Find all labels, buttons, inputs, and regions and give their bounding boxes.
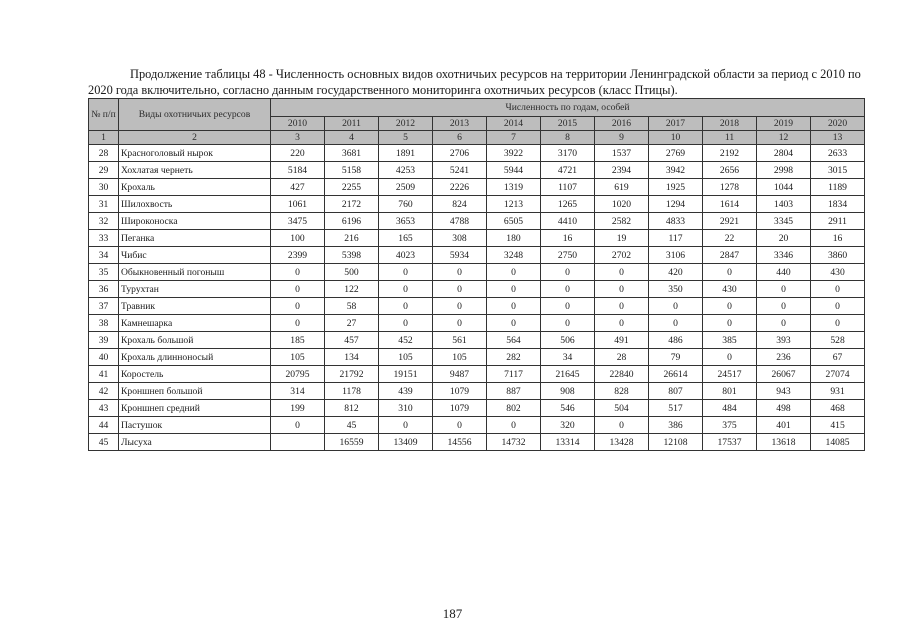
species-name: Чибис bbox=[119, 247, 271, 264]
header-col-number: 5 bbox=[379, 131, 433, 145]
count-cell: 0 bbox=[811, 315, 865, 332]
row-number: 38 bbox=[89, 315, 119, 332]
count-cell: 0 bbox=[595, 315, 649, 332]
count-cell: 4023 bbox=[379, 247, 433, 264]
count-cell: 0 bbox=[271, 417, 325, 434]
count-cell: 386 bbox=[649, 417, 703, 434]
count-cell: 1178 bbox=[325, 383, 379, 400]
count-cell: 457 bbox=[325, 332, 379, 349]
count-cell: 3248 bbox=[487, 247, 541, 264]
count-cell: 0 bbox=[271, 315, 325, 332]
count-cell: 199 bbox=[271, 400, 325, 417]
table-row bbox=[89, 349, 865, 366]
count-cell: 19 bbox=[595, 230, 649, 247]
count-cell: 16 bbox=[811, 230, 865, 247]
count-cell: 0 bbox=[541, 281, 595, 298]
count-cell: 17537 bbox=[703, 434, 757, 451]
count-cell: 14732 bbox=[487, 434, 541, 451]
count-cell: 375 bbox=[703, 417, 757, 434]
count-cell: 236 bbox=[757, 349, 811, 366]
count-cell: 5398 bbox=[325, 247, 379, 264]
header-year: 2013 bbox=[433, 117, 487, 131]
species-name: Крохаль bbox=[119, 179, 271, 196]
count-cell: 2656 bbox=[703, 162, 757, 179]
header-col-number: 3 bbox=[271, 131, 325, 145]
header-col-number: 9 bbox=[595, 131, 649, 145]
count-cell: 468 bbox=[811, 400, 865, 417]
header-col-number: 4 bbox=[325, 131, 379, 145]
count-cell: 13618 bbox=[757, 434, 811, 451]
count-cell: 320 bbox=[541, 417, 595, 434]
count-cell: 21792 bbox=[325, 366, 379, 383]
species-name: Шилохвость bbox=[119, 196, 271, 213]
count-cell: 3346 bbox=[757, 247, 811, 264]
species-name: Пеганка bbox=[119, 230, 271, 247]
count-cell: 2921 bbox=[703, 213, 757, 230]
count-cell: 0 bbox=[541, 264, 595, 281]
count-cell: 67 bbox=[811, 349, 865, 366]
count-cell: 2172 bbox=[325, 196, 379, 213]
count-cell: 3860 bbox=[811, 247, 865, 264]
table-caption: Продолжение таблицы 48 - Численность основных видов охотничьих ресурсов на территории Ленинградской области за период с 2010 по 2020 года включительно, согласно данным государственного мониторинга охотничьих ресурсов (класс Птицы). bbox=[88, 67, 861, 97]
count-cell: 1213 bbox=[487, 196, 541, 213]
count-cell: 2804 bbox=[757, 145, 811, 162]
count-cell: 0 bbox=[433, 315, 487, 332]
species-name: Крохаль большой bbox=[119, 332, 271, 349]
count-cell: 2509 bbox=[379, 179, 433, 196]
count-cell: 0 bbox=[703, 298, 757, 315]
species-name: Камнешарка bbox=[119, 315, 271, 332]
count-cell: 498 bbox=[757, 400, 811, 417]
count-cell: 34 bbox=[541, 349, 595, 366]
count-cell: 134 bbox=[325, 349, 379, 366]
count-cell: 0 bbox=[433, 264, 487, 281]
count-cell: 165 bbox=[379, 230, 433, 247]
table-row bbox=[89, 162, 865, 179]
row-number: 37 bbox=[89, 298, 119, 315]
count-cell: 1614 bbox=[703, 196, 757, 213]
count-cell: 484 bbox=[703, 400, 757, 417]
count-cell: 4833 bbox=[649, 213, 703, 230]
table-row bbox=[89, 179, 865, 196]
species-name: Турухтан bbox=[119, 281, 271, 298]
count-cell: 828 bbox=[595, 383, 649, 400]
count-cell: 0 bbox=[271, 264, 325, 281]
count-cell: 13409 bbox=[379, 434, 433, 451]
count-cell: 5158 bbox=[325, 162, 379, 179]
count-cell: 0 bbox=[487, 315, 541, 332]
count-cell: 500 bbox=[325, 264, 379, 281]
count-cell: 2911 bbox=[811, 213, 865, 230]
count-cell: 13428 bbox=[595, 434, 649, 451]
table-row bbox=[89, 332, 865, 349]
count-cell: 314 bbox=[271, 383, 325, 400]
count-cell: 13314 bbox=[541, 434, 595, 451]
count-cell: 393 bbox=[757, 332, 811, 349]
count-cell: 1079 bbox=[433, 400, 487, 417]
count-cell: 282 bbox=[487, 349, 541, 366]
count-cell: 619 bbox=[595, 179, 649, 196]
count-cell: 1107 bbox=[541, 179, 595, 196]
header-year: 2014 bbox=[487, 117, 541, 131]
header-year: 2019 bbox=[757, 117, 811, 131]
count-cell: 4253 bbox=[379, 162, 433, 179]
table-row bbox=[89, 366, 865, 383]
count-cell: 45 bbox=[325, 417, 379, 434]
count-cell: 1079 bbox=[433, 383, 487, 400]
count-cell: 0 bbox=[487, 264, 541, 281]
count-cell: 3475 bbox=[271, 213, 325, 230]
count-cell: 486 bbox=[649, 332, 703, 349]
count-cell: 452 bbox=[379, 332, 433, 349]
count-cell: 491 bbox=[595, 332, 649, 349]
count-cell: 122 bbox=[325, 281, 379, 298]
count-cell: 561 bbox=[433, 332, 487, 349]
row-number: 30 bbox=[89, 179, 119, 196]
header-year: 2010 bbox=[271, 117, 325, 131]
count-cell: 887 bbox=[487, 383, 541, 400]
count-cell: 1403 bbox=[757, 196, 811, 213]
count-cell: 0 bbox=[379, 298, 433, 315]
count-cell: 26067 bbox=[757, 366, 811, 383]
count-cell: 564 bbox=[487, 332, 541, 349]
count-cell: 0 bbox=[595, 298, 649, 315]
count-cell: 21645 bbox=[541, 366, 595, 383]
count-cell: 100 bbox=[271, 230, 325, 247]
header-year: 2018 bbox=[703, 117, 757, 131]
header-num: № п/п bbox=[89, 99, 119, 131]
count-cell: 310 bbox=[379, 400, 433, 417]
count-cell: 0 bbox=[433, 298, 487, 315]
count-cell: 2226 bbox=[433, 179, 487, 196]
count-cell: 0 bbox=[433, 281, 487, 298]
table-row bbox=[89, 434, 865, 451]
count-cell: 26614 bbox=[649, 366, 703, 383]
count-cell: 27074 bbox=[811, 366, 865, 383]
count-cell: 2769 bbox=[649, 145, 703, 162]
row-number: 40 bbox=[89, 349, 119, 366]
header-col-number: 11 bbox=[703, 131, 757, 145]
count-cell: 430 bbox=[811, 264, 865, 281]
count-cell: 0 bbox=[379, 264, 433, 281]
header-col-number: 13 bbox=[811, 131, 865, 145]
count-cell: 3345 bbox=[757, 213, 811, 230]
count-cell: 3653 bbox=[379, 213, 433, 230]
count-cell: 5184 bbox=[271, 162, 325, 179]
header-col-number: 6 bbox=[433, 131, 487, 145]
table-row bbox=[89, 383, 865, 400]
count-cell: 0 bbox=[649, 298, 703, 315]
table-row bbox=[89, 264, 865, 281]
species-name: Широконоска bbox=[119, 213, 271, 230]
header-col-number: 12 bbox=[757, 131, 811, 145]
row-number: 31 bbox=[89, 196, 119, 213]
count-cell: 14085 bbox=[811, 434, 865, 451]
count-cell: 0 bbox=[487, 298, 541, 315]
table-row bbox=[89, 196, 865, 213]
count-cell: 0 bbox=[595, 264, 649, 281]
count-cell: 1020 bbox=[595, 196, 649, 213]
header-col-number: 1 bbox=[89, 131, 119, 145]
count-cell: 427 bbox=[271, 179, 325, 196]
species-name: Обыкновенный погоныш bbox=[119, 264, 271, 281]
count-cell: 1278 bbox=[703, 179, 757, 196]
count-cell: 0 bbox=[487, 417, 541, 434]
species-name: Красноголовый нырок bbox=[119, 145, 271, 162]
count-cell: 3942 bbox=[649, 162, 703, 179]
count-cell: 3922 bbox=[487, 145, 541, 162]
count-cell: 420 bbox=[649, 264, 703, 281]
count-cell: 1319 bbox=[487, 179, 541, 196]
species-name: Кроншнеп большой bbox=[119, 383, 271, 400]
count-cell: 1294 bbox=[649, 196, 703, 213]
count-cell: 350 bbox=[649, 281, 703, 298]
count-cell: 2394 bbox=[595, 162, 649, 179]
count-cell: 1044 bbox=[757, 179, 811, 196]
count-cell: 7117 bbox=[487, 366, 541, 383]
count-cell: 1834 bbox=[811, 196, 865, 213]
header-year: 2012 bbox=[379, 117, 433, 131]
count-cell: 802 bbox=[487, 400, 541, 417]
count-cell: 3015 bbox=[811, 162, 865, 179]
count-cell: 4721 bbox=[541, 162, 595, 179]
count-cell: 3681 bbox=[325, 145, 379, 162]
header-year: 2017 bbox=[649, 117, 703, 131]
count-cell: 943 bbox=[757, 383, 811, 400]
count-cell: 824 bbox=[433, 196, 487, 213]
count-cell: 0 bbox=[379, 417, 433, 434]
header-year: 2016 bbox=[595, 117, 649, 131]
header-col-number: 8 bbox=[541, 131, 595, 145]
count-cell: 385 bbox=[703, 332, 757, 349]
header-colnum-row bbox=[89, 131, 865, 145]
count-cell: 105 bbox=[379, 349, 433, 366]
species-name: Коростель bbox=[119, 366, 271, 383]
count-cell: 415 bbox=[811, 417, 865, 434]
count-cell: 0 bbox=[649, 315, 703, 332]
table-row bbox=[89, 247, 865, 264]
table-row bbox=[89, 298, 865, 315]
count-cell: 1925 bbox=[649, 179, 703, 196]
count-cell: 1061 bbox=[271, 196, 325, 213]
count-cell: 4410 bbox=[541, 213, 595, 230]
count-cell: 0 bbox=[703, 264, 757, 281]
count-cell: 105 bbox=[271, 349, 325, 366]
count-cell: 0 bbox=[487, 281, 541, 298]
count-cell: 0 bbox=[703, 315, 757, 332]
count-cell: 3106 bbox=[649, 247, 703, 264]
table-row bbox=[89, 213, 865, 230]
count-cell: 0 bbox=[757, 315, 811, 332]
count-cell: 2582 bbox=[595, 213, 649, 230]
count-cell: 220 bbox=[271, 145, 325, 162]
count-cell: 16 bbox=[541, 230, 595, 247]
count-cell: 0 bbox=[379, 281, 433, 298]
count-cell: 117 bbox=[649, 230, 703, 247]
count-cell: 1891 bbox=[379, 145, 433, 162]
count-cell: 2706 bbox=[433, 145, 487, 162]
row-number: 33 bbox=[89, 230, 119, 247]
species-name: Кроншнеп средний bbox=[119, 400, 271, 417]
count-cell: 812 bbox=[325, 400, 379, 417]
row-number: 43 bbox=[89, 400, 119, 417]
count-cell: 19151 bbox=[379, 366, 433, 383]
species-name: Лысуха bbox=[119, 434, 271, 451]
count-cell: 0 bbox=[595, 281, 649, 298]
count-cell: 308 bbox=[433, 230, 487, 247]
count-cell: 504 bbox=[595, 400, 649, 417]
count-cell: 1265 bbox=[541, 196, 595, 213]
count-cell: 0 bbox=[271, 281, 325, 298]
species-name: Пастушок bbox=[119, 417, 271, 434]
count-cell: 6505 bbox=[487, 213, 541, 230]
count-cell: 0 bbox=[757, 298, 811, 315]
count-cell: 0 bbox=[271, 298, 325, 315]
header-col-number: 10 bbox=[649, 131, 703, 145]
count-cell bbox=[271, 434, 325, 451]
count-cell: 1189 bbox=[811, 179, 865, 196]
count-cell: 0 bbox=[541, 315, 595, 332]
count-cell: 180 bbox=[487, 230, 541, 247]
count-cell: 4788 bbox=[433, 213, 487, 230]
count-cell: 2192 bbox=[703, 145, 757, 162]
count-cell: 546 bbox=[541, 400, 595, 417]
table-row bbox=[89, 230, 865, 247]
count-cell: 6196 bbox=[325, 213, 379, 230]
count-cell: 24517 bbox=[703, 366, 757, 383]
count-cell: 5241 bbox=[433, 162, 487, 179]
count-cell: 22 bbox=[703, 230, 757, 247]
species-name: Хохлатая чернеть bbox=[119, 162, 271, 179]
count-cell: 58 bbox=[325, 298, 379, 315]
header-col-number: 7 bbox=[487, 131, 541, 145]
table-row bbox=[89, 400, 865, 417]
row-number: 45 bbox=[89, 434, 119, 451]
row-number: 29 bbox=[89, 162, 119, 179]
count-cell: 216 bbox=[325, 230, 379, 247]
count-cell: 185 bbox=[271, 332, 325, 349]
count-cell: 3170 bbox=[541, 145, 595, 162]
row-number: 36 bbox=[89, 281, 119, 298]
count-cell: 439 bbox=[379, 383, 433, 400]
count-cell: 430 bbox=[703, 281, 757, 298]
row-number: 44 bbox=[89, 417, 119, 434]
count-cell: 931 bbox=[811, 383, 865, 400]
count-cell: 2255 bbox=[325, 179, 379, 196]
header-species: Виды охотничьих ресурсов bbox=[119, 99, 271, 131]
row-number: 34 bbox=[89, 247, 119, 264]
count-cell: 20795 bbox=[271, 366, 325, 383]
table-body bbox=[89, 145, 865, 451]
count-cell: 9487 bbox=[433, 366, 487, 383]
count-cell: 760 bbox=[379, 196, 433, 213]
count-cell: 2633 bbox=[811, 145, 865, 162]
row-number: 41 bbox=[89, 366, 119, 383]
count-cell: 517 bbox=[649, 400, 703, 417]
count-cell: 105 bbox=[433, 349, 487, 366]
count-cell: 801 bbox=[703, 383, 757, 400]
count-cell: 22840 bbox=[595, 366, 649, 383]
species-name: Травник bbox=[119, 298, 271, 315]
count-cell: 2702 bbox=[595, 247, 649, 264]
page-number: 187 bbox=[442, 606, 463, 621]
row-number: 32 bbox=[89, 213, 119, 230]
header-group: Численность по годам, особей bbox=[271, 99, 865, 117]
count-cell: 0 bbox=[433, 417, 487, 434]
count-cell: 27 bbox=[325, 315, 379, 332]
header-year: 2011 bbox=[325, 117, 379, 131]
count-cell: 0 bbox=[703, 349, 757, 366]
count-cell: 0 bbox=[811, 298, 865, 315]
count-cell: 528 bbox=[811, 332, 865, 349]
count-cell: 0 bbox=[541, 298, 595, 315]
count-cell: 807 bbox=[649, 383, 703, 400]
count-cell: 12108 bbox=[649, 434, 703, 451]
row-number: 35 bbox=[89, 264, 119, 281]
count-cell: 401 bbox=[757, 417, 811, 434]
table-header bbox=[89, 99, 865, 145]
count-cell: 79 bbox=[649, 349, 703, 366]
count-cell: 1537 bbox=[595, 145, 649, 162]
count-cell: 0 bbox=[757, 281, 811, 298]
count-cell: 16559 bbox=[325, 434, 379, 451]
species-name: Крохаль длинноносый bbox=[119, 349, 271, 366]
table-row bbox=[89, 145, 865, 162]
count-cell: 2998 bbox=[757, 162, 811, 179]
row-number: 28 bbox=[89, 145, 119, 162]
row-number: 39 bbox=[89, 332, 119, 349]
table-row bbox=[89, 315, 865, 332]
count-cell: 28 bbox=[595, 349, 649, 366]
count-cell: 5934 bbox=[433, 247, 487, 264]
count-cell: 0 bbox=[811, 281, 865, 298]
header-col-number: 2 bbox=[119, 131, 271, 145]
header-year: 2020 bbox=[811, 117, 865, 131]
count-cell: 440 bbox=[757, 264, 811, 281]
count-cell: 2750 bbox=[541, 247, 595, 264]
count-cell: 5944 bbox=[487, 162, 541, 179]
header-year: 2015 bbox=[541, 117, 595, 131]
population-table bbox=[88, 98, 865, 451]
row-number: 42 bbox=[89, 383, 119, 400]
count-cell: 506 bbox=[541, 332, 595, 349]
table-row bbox=[89, 417, 865, 434]
count-cell: 2399 bbox=[271, 247, 325, 264]
count-cell: 14556 bbox=[433, 434, 487, 451]
count-cell: 908 bbox=[541, 383, 595, 400]
count-cell: 2847 bbox=[703, 247, 757, 264]
count-cell: 0 bbox=[595, 417, 649, 434]
count-cell: 0 bbox=[379, 315, 433, 332]
table-row bbox=[89, 281, 865, 298]
count-cell: 20 bbox=[757, 230, 811, 247]
